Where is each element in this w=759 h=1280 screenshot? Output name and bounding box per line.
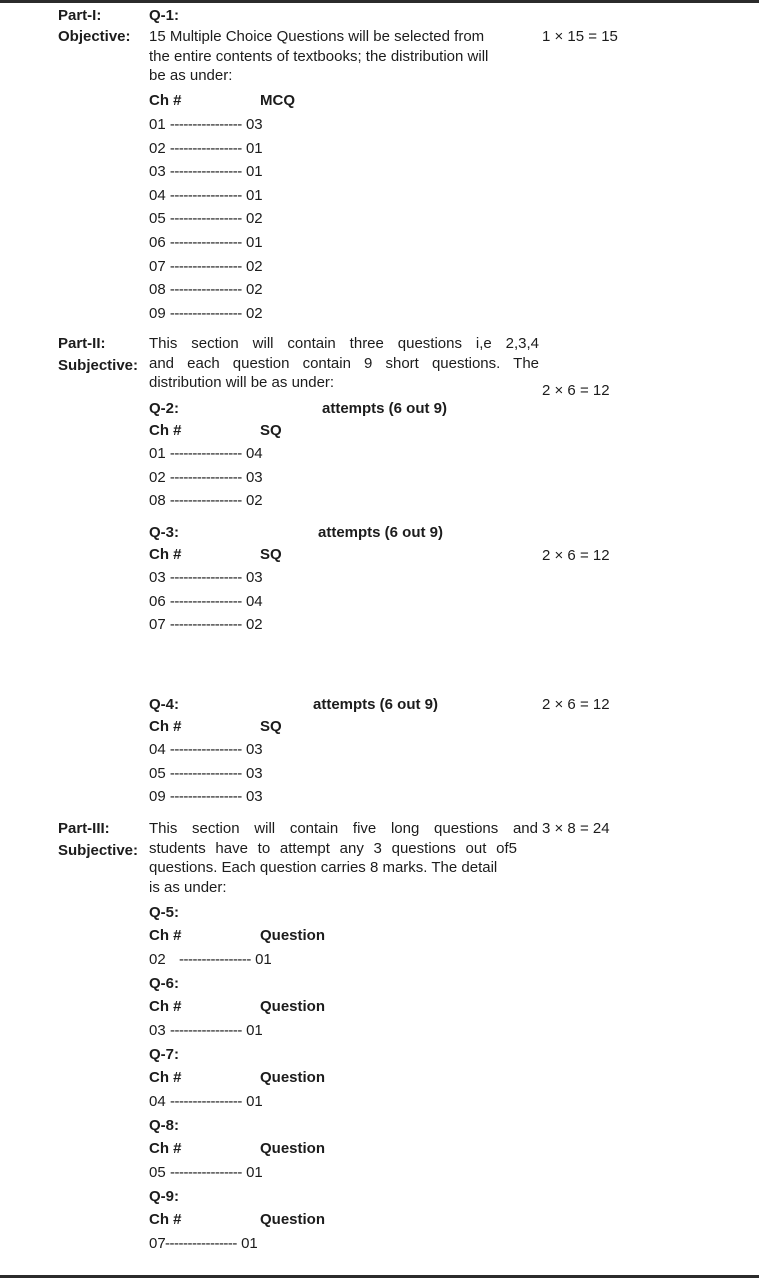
col-header-ch: Ch # bbox=[149, 718, 182, 735]
leader-dashes: ---------------- bbox=[169, 186, 242, 204]
mcq-count: 01 bbox=[245, 186, 263, 204]
bottom-rule bbox=[0, 1275, 759, 1278]
question-row-tail bbox=[170, 1022, 263, 1040]
sq-row bbox=[149, 593, 263, 611]
leader-dashes: ---------------- bbox=[170, 1022, 242, 1039]
text-line: questions. Each question carries 8 marks. The detail bbox=[149, 859, 498, 876]
mcq-row bbox=[149, 281, 263, 299]
part2-description bbox=[149, 334, 539, 393]
chapter-number: 02 bbox=[149, 139, 166, 157]
col-header-question: Question bbox=[260, 927, 326, 944]
mcq-count: 01 bbox=[245, 139, 263, 157]
col-header-ch: Ch # bbox=[149, 1140, 182, 1157]
leader-dashes: ---------------- bbox=[169, 116, 242, 133]
sq-count: 03 bbox=[245, 569, 263, 586]
sq-row bbox=[149, 616, 263, 634]
part2-label: Part-II: bbox=[58, 335, 106, 352]
question-row-tail bbox=[170, 1164, 263, 1182]
col-header-question: Question bbox=[260, 1211, 326, 1228]
chapter-number: 08 bbox=[149, 281, 166, 299]
col-header-ch: Ch # bbox=[149, 998, 182, 1015]
part3-marks: 3 × 8 = 24 bbox=[542, 820, 610, 837]
leader-dashes: ---------------- bbox=[169, 163, 242, 181]
chapter-number: 01 bbox=[149, 116, 166, 133]
part3-label: Part-III: bbox=[58, 820, 110, 837]
sq-count: 02 bbox=[245, 492, 263, 509]
col-header-mcq: MCQ bbox=[260, 92, 295, 109]
col-header-sq: SQ bbox=[260, 546, 282, 563]
question-marks: 2 × 6 = 12 bbox=[542, 696, 610, 713]
col-header-question: Question bbox=[260, 1140, 326, 1157]
mcq-count: 02 bbox=[245, 210, 263, 228]
text-line: 15 Multiple Choice Questions will be selected from bbox=[149, 28, 485, 45]
chapter-number: 03 bbox=[149, 1022, 166, 1039]
attempts-note: attempts (6 out 9) bbox=[313, 696, 439, 713]
mcq-count: 02 bbox=[245, 304, 263, 322]
mcq-count: 01 bbox=[245, 163, 263, 181]
chapter-number: 02 bbox=[149, 468, 166, 486]
question-count: 01 bbox=[241, 1235, 258, 1252]
col-header-ch: Ch # bbox=[149, 927, 182, 944]
leader-dashes: ---------------- bbox=[169, 616, 242, 633]
sq-count: 03 bbox=[245, 741, 263, 758]
mcq-row bbox=[149, 234, 263, 252]
chapter-number: 06 bbox=[149, 234, 166, 251]
chapter-number: 04 bbox=[149, 186, 166, 204]
leader-dashes: ---------------- bbox=[169, 234, 242, 251]
chapter-number: 05 bbox=[149, 1164, 166, 1181]
col-header-ch: Ch # bbox=[149, 1069, 182, 1086]
sq-row bbox=[149, 492, 263, 510]
leader-dashes: ---------------- bbox=[169, 281, 242, 299]
text-line: students have to attempt any 3 questions out of5 bbox=[149, 839, 517, 857]
question-label: Q-2: bbox=[149, 400, 179, 417]
leader-dashes: ---------------- bbox=[169, 210, 242, 228]
sq-count: 04 bbox=[245, 445, 263, 462]
text-line: and each question contain 9 short questions. The bbox=[149, 354, 539, 372]
col-header-ch: Ch # bbox=[149, 92, 182, 109]
text-line: distribution will be as under: bbox=[149, 374, 335, 391]
col-header-ch: Ch # bbox=[149, 1211, 182, 1228]
question-label: Q-9: bbox=[149, 1188, 179, 1205]
chapter-number: 03 bbox=[149, 163, 166, 181]
question-label: Q-6: bbox=[149, 975, 179, 992]
leader-dashes: ---------------- bbox=[169, 139, 242, 157]
part3-description bbox=[149, 819, 539, 897]
leader-dashes: ---------------- bbox=[169, 492, 242, 509]
sq-count: 02 bbox=[245, 616, 263, 633]
attempts-note: attempts (6 out 9) bbox=[318, 524, 444, 541]
question-label: Q-8: bbox=[149, 1117, 179, 1134]
chapter-number: 04 bbox=[149, 1093, 166, 1110]
text-line: This section will contain five long questions and bbox=[149, 820, 538, 837]
chapter-number: 07 bbox=[149, 257, 166, 275]
mcq-row bbox=[149, 258, 263, 276]
leader-dashes: ---------------- bbox=[165, 1235, 237, 1252]
sq-count: 03 bbox=[245, 764, 263, 782]
col-header-ch: Ch # bbox=[149, 546, 182, 563]
part1-marks: 1 × 15 = 15 bbox=[542, 28, 618, 45]
leader-dashes: ---------------- bbox=[179, 951, 251, 968]
question-label: Q-7: bbox=[149, 1046, 179, 1063]
sq-row bbox=[149, 569, 263, 587]
leader-dashes: ---------------- bbox=[169, 569, 242, 586]
sq-row bbox=[149, 445, 263, 463]
col-header-question: Question bbox=[260, 998, 326, 1015]
sq-row bbox=[149, 741, 263, 759]
leader-dashes: ---------------- bbox=[169, 741, 242, 758]
top-rule bbox=[0, 0, 759, 3]
question-row-tail bbox=[179, 951, 272, 969]
part2-type: Subjective: bbox=[58, 357, 139, 374]
part3-type: Subjective: bbox=[58, 842, 139, 859]
leader-dashes: ---------------- bbox=[170, 1164, 242, 1181]
sq-count: 04 bbox=[245, 592, 263, 610]
col-header-sq: SQ bbox=[260, 718, 282, 735]
attempts-note: attempts (6 out 9) bbox=[322, 400, 448, 417]
question-count: 01 bbox=[246, 1093, 263, 1110]
text-line: be as under: bbox=[149, 67, 233, 84]
col-header-sq: SQ bbox=[260, 422, 282, 439]
part1-type: Objective: bbox=[58, 28, 131, 45]
question-label: Q-5: bbox=[149, 904, 179, 921]
chapter-number: 04 bbox=[149, 741, 166, 758]
chapter-number: 05 bbox=[149, 210, 166, 228]
chapter-number: 08 bbox=[149, 492, 166, 509]
question-label: Q-3: bbox=[149, 524, 179, 541]
leader-dashes: ---------------- bbox=[169, 764, 242, 782]
text-line: This section will contain three questions i,e 2,3,4 bbox=[149, 335, 539, 352]
part1-label: Part-I: bbox=[58, 7, 102, 24]
question-count: 01 bbox=[246, 1164, 263, 1181]
question-count: 01 bbox=[246, 1022, 263, 1039]
text-line: the entire contents of textbooks; the distribution will bbox=[149, 47, 489, 65]
sq-row bbox=[149, 788, 263, 806]
sq-row bbox=[149, 765, 263, 783]
chapter-number: 07 bbox=[149, 1235, 166, 1252]
question-row-tail bbox=[170, 1093, 263, 1111]
mcq-row bbox=[149, 305, 263, 323]
chapter-number: 02 bbox=[149, 951, 166, 968]
question-marks: 2 × 6 = 12 bbox=[542, 382, 610, 399]
mcq-row bbox=[149, 187, 263, 205]
mcq-count: 02 bbox=[245, 281, 263, 299]
chapter-number: 05 bbox=[149, 764, 166, 782]
chapter-number: 03 bbox=[149, 569, 166, 586]
question-marks: 2 × 6 = 12 bbox=[542, 547, 610, 564]
leader-dashes: ---------------- bbox=[169, 257, 242, 275]
mcq-count: 01 bbox=[245, 234, 263, 251]
mcq-count: 02 bbox=[245, 257, 263, 275]
chapter-number: 09 bbox=[149, 304, 166, 322]
leader-dashes: ---------------- bbox=[169, 468, 242, 486]
chapter-number: 01 bbox=[149, 445, 166, 462]
text-line: is as under: bbox=[149, 878, 227, 896]
leader-dashes: ---------------- bbox=[169, 445, 242, 462]
leader-dashes: ---------------- bbox=[170, 1093, 242, 1110]
question-count: 01 bbox=[255, 951, 272, 968]
question-row-tail bbox=[165, 1235, 258, 1253]
mcq-row bbox=[149, 163, 263, 181]
leader-dashes: ---------------- bbox=[169, 788, 242, 805]
chapter-number: 06 bbox=[149, 592, 166, 610]
chapter-number: 09 bbox=[149, 788, 166, 805]
leader-dashes: ---------------- bbox=[169, 304, 242, 322]
sq-row bbox=[149, 469, 263, 487]
leader-dashes: ---------------- bbox=[169, 592, 242, 610]
question-label: Q-4: bbox=[149, 696, 179, 713]
sq-count: 03 bbox=[245, 788, 263, 805]
part1-description bbox=[149, 27, 488, 86]
q1-label: Q-1: bbox=[149, 7, 179, 24]
mcq-row bbox=[149, 140, 263, 158]
col-header-question: Question bbox=[260, 1069, 326, 1086]
col-header-ch: Ch # bbox=[149, 422, 182, 439]
mcq-row bbox=[149, 116, 263, 134]
sq-count: 03 bbox=[245, 468, 263, 486]
mcq-row bbox=[149, 210, 263, 228]
chapter-number: 07 bbox=[149, 616, 166, 633]
mcq-count: 03 bbox=[245, 116, 263, 133]
